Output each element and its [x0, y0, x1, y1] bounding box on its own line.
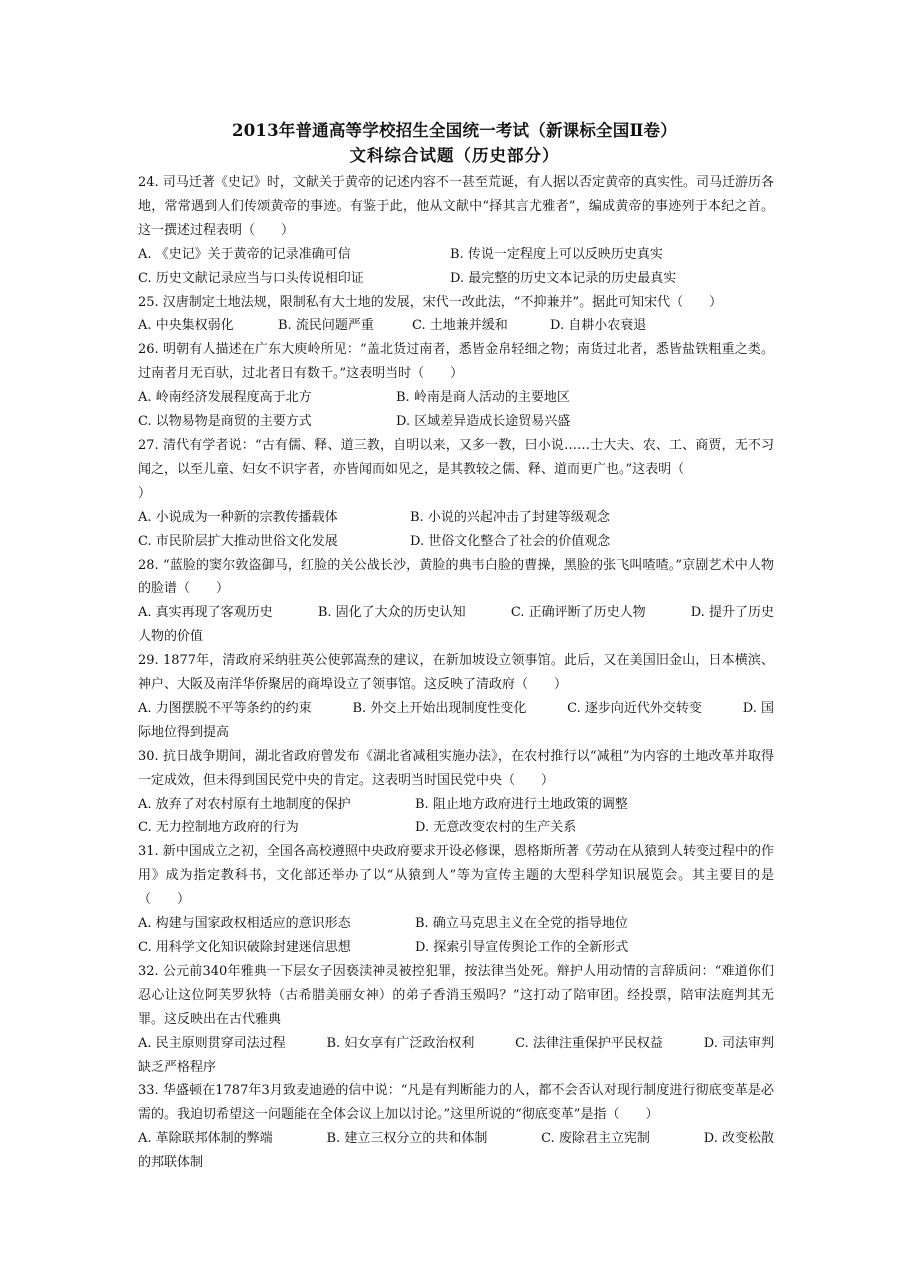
question-stem: 31. 新中国成立之初，全国各高校遵照中央政府要求开设必修课，恩格斯所著《劳动在从猿到人转变过程中的作用》成为指定教科书，文化部还举办了以“从猿到人”等为宣传主题的大型科学知识展览会。其主要目的是（ ）: [138, 844, 774, 908]
options-row: [138, 410, 774, 434]
option-d: D. 世俗文化整合了社会的价值观念: [410, 533, 611, 549]
question-29: [138, 649, 774, 745]
question-27: [138, 434, 774, 554]
option-d-continued: 人物的价值: [138, 629, 204, 645]
option-c: C. 历史文献记录应当与口头传说相印证: [138, 270, 364, 286]
question-26: [138, 338, 774, 434]
option-d-continued: 缺乏严格程序: [138, 1059, 217, 1075]
option-c: C. 废除君主立宪制: [541, 1131, 650, 1147]
option-b: B. 流民问题严重: [278, 318, 374, 334]
option-b: B. 小说的兴起冲击了封建等级观念: [410, 509, 610, 525]
options-row: [138, 314, 774, 338]
option-b: B. 妇女享有广泛政治权利: [326, 1035, 475, 1051]
option-b: B. 传说一定程度上可以反映历史真实: [450, 246, 663, 262]
exam-subtitle: 文科综合试题（历史部分）: [349, 146, 560, 165]
options-row: [138, 816, 774, 840]
question-stem: 29. 1877年，清政府采纳驻英公使郭嵩焘的建议，在新加坡设立领事馆。此后，又在美国旧金山，日本横滨、神户、大阪及南洋华侨聚居的商埠设立了领事馆。这反映了清政府（ ）: [138, 653, 774, 693]
question-30: [138, 745, 774, 841]
question-31: [138, 840, 774, 960]
option-a: A. 构建与国家政权相适应的意识形态: [138, 916, 351, 932]
option-d: D. 区域差异造成长途贸易兴盛: [396, 414, 571, 430]
option-b: B. 建立三权分立的共和体制: [326, 1131, 488, 1147]
options-row: [138, 793, 774, 817]
question-stem-continued: ）: [138, 485, 152, 501]
options-row: [138, 1032, 774, 1056]
option-b: B. 确立马克思主义在全党的指导地位: [415, 916, 628, 932]
question-32: [138, 960, 774, 1080]
option-d: D. 自耕小农衰退: [550, 318, 647, 334]
exam-title: 2013年普通高等学校招生全国统一考试（新课标全国Ⅱ卷）: [232, 121, 677, 140]
question-stem: 24. 司马迁著《史记》时，文献关于黄帝的记述内容不一甚至荒诞，有人据以否定黄帝的真实性。司马迁游历各地，常常遇到人们传颂黄帝的事迹。有鉴于此，他从文献中“择其言尤雅者”，编成黄帝的事迹列于本纪之首。这一撰述过程表明（ ）: [138, 175, 774, 238]
options-row: [138, 697, 774, 721]
option-b: B. 外交上开始出现制度性变化: [352, 700, 527, 716]
option-d: D. 司法审判: [703, 1035, 774, 1051]
option-c: C. 逐步向近代外交转变: [567, 700, 702, 716]
option-c: C. 以物易物是商贸的主要方式: [138, 414, 312, 430]
options-row: [138, 506, 774, 530]
options-row: [138, 267, 774, 291]
options-row: [138, 386, 774, 410]
option-d: D. 最完整的历史文本记录的历史最真实: [450, 270, 677, 286]
option-a: A. 革除联邦体制的弊端: [138, 1131, 273, 1147]
option-d: D. 探索引导宣传舆论工作的全新形式: [415, 940, 629, 955]
option-c: C. 法律注重保护平民权益: [515, 1035, 663, 1051]
question-28: [138, 554, 774, 650]
option-d: D. 国: [742, 700, 774, 716]
question-stem: 28. “蓝脸的窦尔敦盗御马，红脸的关公战长沙，黄脸的典韦白脸的曹操，黑脸的张飞叫喳喳。”京剧艺术中人物的脸谱（ ）: [138, 557, 774, 597]
option-c: C. 土地兼并缓和: [412, 318, 508, 334]
options-row: [138, 1127, 774, 1151]
options-row: [138, 912, 774, 936]
option-c: C. 用科学文化知识破除封建迷信思想: [138, 940, 351, 955]
option-a: A. 岭南经济发展程度高于北方: [138, 390, 312, 406]
option-d-continued: 的邦联体制: [138, 1155, 204, 1171]
option-d-continued: 际地位得到提高: [138, 724, 230, 740]
question-24: [138, 171, 774, 291]
question-stem: 26. 明朝有人描述在广东大庾岭所见：“盖北货过南者，悉皆金帛轻细之物；南货过北者，悉皆盐铁粗重之类。过南者月无百驮，过北者日有数千。”这表明当时（ ）: [138, 342, 774, 382]
option-b: B. 岭南是商人活动的主要地区: [396, 390, 570, 406]
question-25: [138, 291, 774, 339]
option-a: A. 《史记》关于黄帝的记录准确可信: [138, 246, 351, 262]
options-row: [138, 530, 774, 554]
option-b: B. 阻止地方政府进行土地政策的调整: [415, 796, 628, 812]
question-stem: 32. 公元前340年雅典一下层女子因亵渎神灵被控犯罪，按法律当处死。辩护人用动情的言辞质问：“难道你们忍心让这位阿芙罗狄特（古希腊美丽女神）的弟子香消玉殒吗？”这打动了陪审团。经投票，陪审法庭判其无罪。这反映出在古代雅典: [138, 963, 774, 1027]
option-c: C. 无力控制地方政府的行为: [138, 820, 299, 836]
question-stem: 27. 清代有学者说：“古有儒、释、道三教，自明以来，又多一教，曰小说……士大夫、农、工、商贾，无不习闻之，以至儿童、妇女不识字者，亦皆闻而如见之，是其教较之儒、释、道而更广也。”这表明（: [138, 437, 774, 477]
option-a: A. 小说成为一种新的宗教传播载体: [138, 509, 338, 525]
option-a: A. 民主原则贯穿司法过程: [138, 1035, 286, 1051]
question-33: [138, 1079, 774, 1175]
options-row: [138, 243, 774, 267]
options-row: [138, 936, 774, 960]
option-d: D. 提升了历史: [690, 605, 774, 621]
question-stem: 25. 汉唐制定土地法规，限制私有大土地的发展，宋代一改此法，“不抑兼并”。据此可知宋代（ ）: [138, 294, 723, 310]
option-d: D. 无意改变农村的生产关系: [415, 820, 577, 836]
option-a: A. 中央集权弱化: [138, 318, 234, 334]
option-b: B. 固化了大众的历史认知: [317, 605, 466, 621]
option-a: A. 真实再现了客观历史: [138, 605, 273, 621]
option-a: A. 力图摆脱不平等条约的约束: [138, 700, 312, 716]
question-stem: 30. 抗日战争期间，湖北省政府曾发布《湖北省减租实施办法》，在农村推行以“减租”为内容的土地改革并取得一定成效，但未得到国民党中央的肯定。这表明当时国民党中央（ ）: [138, 748, 774, 788]
question-list: [138, 171, 774, 1175]
options-row: [138, 601, 774, 625]
option-d: D. 改变松散: [703, 1131, 774, 1147]
option-c: C. 市民阶层扩大推动世俗文化发展: [138, 533, 338, 549]
option-c: C. 正确评断了历史人物: [510, 605, 646, 621]
option-a: A. 放弃了对农村原有土地制度的保护: [138, 796, 351, 812]
question-stem: 33. 华盛顿在1787年3月致麦迪逊的信中说：“凡是有判断能力的人，都不会否认对现行制度进行彻底变革是必需的。我迫切希望这一问题能在全体会议上加以讨论。”这里所说的“彻底变革”是指（ ）: [138, 1083, 774, 1123]
